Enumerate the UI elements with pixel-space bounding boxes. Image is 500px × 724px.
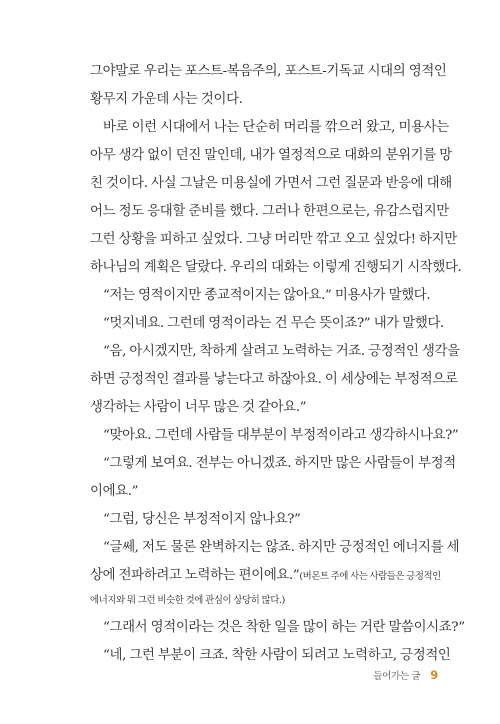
text-line: “그렇게 보여요. 전부는 아니겠죠. 하지만 많은 사람들이 부정적 [103, 456, 456, 471]
text-line: “맞아요. 그런데 사람들 대부분이 부정적이라고 생각하시나요?” [103, 428, 459, 443]
page-body [90, 58, 465, 670]
text-line: “멋지네요. 그런데 영적이라는 건 무슨 뜻이죠?” 내가 말했다. [103, 316, 444, 331]
text-line: “네, 그런 부분이 크죠. 착한 사람이 되려고 노력하고, 긍정적인 [103, 648, 451, 663]
text-segment: 상에 전파하려고 노력하는 편이에요.” [90, 568, 300, 583]
section-title: 들어가는 글 [373, 671, 421, 682]
text-line: 바로 이런 시대에서 나는 단순히 머리를 깎으러 왔고, 미용사는 [103, 120, 449, 135]
text-line: 황무지 가운데 사는 것이다. [90, 92, 243, 107]
page-number: 9 [430, 668, 438, 682]
text-line: 아무 생각 없이 던진 말인데, 내가 열정적으로 대화의 분위기를 망 [90, 148, 452, 163]
text-line: 그야말로 우리는 포스트-복음주의, 포스트-기독교 시대의 영적인 [90, 64, 447, 79]
text-line: 어느 정도 응대할 준비를 했다. 그러나 한편으로는, 유감스럽지만 [90, 204, 449, 219]
text-line: 친 것이다. 사실 그날은 미용실에 가면서 그런 질문과 반응에 대해 [90, 176, 452, 191]
text-line: 그런 상황을 피하고 싶었다. 그냥 머리만 깎고 오고 싶었다! 하지만 [90, 232, 457, 247]
text-line: 하면 긍정적인 결과를 낳는다고 하잖아요. 이 세상에는 부정적으로 [90, 372, 458, 387]
text-line: 생각하는 사람이 너무 많은 것 같아요.” [90, 400, 307, 415]
text-line: 하나님의 계획은 달랐다. 우리의 대화는 이렇게 진행되기 시작했다. [90, 260, 462, 275]
text-line [90, 562, 441, 590]
aside-note: (버몬트 주에 사는 사람들은 긍정적인 [299, 571, 441, 582]
aside-note-line: 에너지와 뭐 그런 비슷한 것에 관심이 상당히 많다.) [90, 595, 285, 606]
page-footer [373, 668, 438, 682]
text-line: “음, 아시겠지만, 착하게 살려고 노력하는 거죠. 긍정적인 생각을 [103, 344, 460, 359]
text-line: “그럼, 당신은 부정적이지 않나요?” [103, 512, 301, 527]
text-line: “글쎄, 저도 물론 완벽하지는 않죠. 하지만 긍정적인 에너지를 세 [103, 540, 460, 555]
text-line: “그래서 영적이라는 것은 착한 일을 많이 하는 거란 말씀이시죠?” [103, 620, 465, 635]
text-line: “저는 영적이지만 종교적이지는 않아요.” 미용사가 말했다. [103, 288, 431, 303]
text-line: 이에요.” [90, 484, 139, 499]
